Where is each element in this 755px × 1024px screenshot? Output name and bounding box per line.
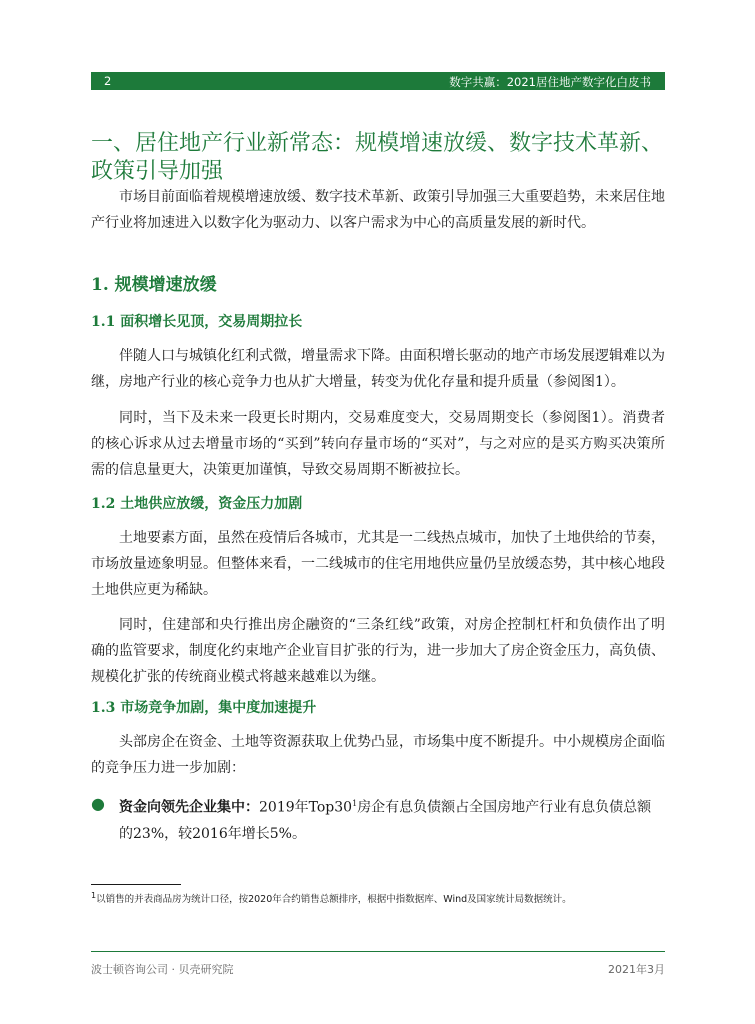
header-bar <box>91 72 665 90</box>
page-number: 2 <box>104 74 112 88</box>
footnote-text: 以销售的并表商品房为统计口径，按2020年合约销售总额排序，根据中指数据库、Wind及国家统计局数据统计。 <box>96 894 572 906</box>
footnote-marker: 1 <box>91 891 97 900</box>
bullet-lead: 资金向领先企业集中： <box>119 799 259 816</box>
bullet-text-after: 房企有息负债额占全国房地产行业有息负债总额的23%，较2016年增长5%。 <box>119 799 652 842</box>
intro-paragraph: 市场目前面临着规模增速放缓、数字技术革新、政策引导加强三大重要趋势，未来居住地产行业将加速进入以数字化为驱动力、以客户需求为中心的高质量发展的新时代。 <box>91 189 665 231</box>
footnote-rule <box>91 884 181 885</box>
bullet-text-before: 2019年Top30 <box>259 799 353 816</box>
paragraph-1-3-a: 头部房企在资金、土地等资源获取上优势凸显，市场集中度不断提升。中小规模房企面临的竞争压力进一步加剧： <box>91 734 665 776</box>
bullet-dot-icon: ● <box>91 794 105 813</box>
subsection-title: 1. 规模增速放缓 <box>91 275 217 295</box>
bullet-item <box>91 791 665 843</box>
bullet-text <box>119 791 665 847</box>
document-title: 数字共赢：2021居住地产数字化白皮书 <box>449 75 651 89</box>
paragraph-1-1-a: 伴随人口与城镇化红利式微，增量需求下降。由面积增长驱动的地产市场发展逻辑难以为继，房地产行业的核心竞争力也从扩大增量，转变为优化存量和提升质量（参阅图1）。 <box>91 348 665 390</box>
footnote <box>91 891 671 905</box>
section-1-1-title: 1.1 面积增长见顶，交易周期拉长 <box>91 314 303 330</box>
section-1-3-title: 1.3 市场竞争加剧，集中度加速提升 <box>91 700 317 716</box>
footnote-ref: 1 <box>352 799 358 808</box>
footer-rule <box>91 951 665 952</box>
footer-publisher: 波士顿咨询公司 · 贝壳研究院 <box>91 963 234 976</box>
paragraph-1-2-b: 同时，住建部和央行推出房企融资的“三条红线”政策，对房企控制杠杆和负债作出了明确的监管要求，制度化约束地产企业盲目扩张的行为，进一步加大了房企资金压力，高负债、规模化扩张的传统商业模式将越来越难以为继。 <box>91 617 665 685</box>
footer-date: 2021年3月 <box>608 963 665 976</box>
paragraph-1-1-b: 同时，当下及未来一段更长时期内，交易难度变大，交易周期变长（参阅图1）。消费者的核心诉求从过去增量市场的“买到”转向存量市场的“买对”，与之对应的是买方购买决策所需的信息量更大，决策更加谨慎，导致交易周期不断被拉长。 <box>91 410 665 478</box>
section-1-2-title: 1.2 土地供应放缓，资金压力加剧 <box>91 496 303 512</box>
paragraph-1-2-a: 土地要素方面，虽然在疫情后各城市，尤其是一二线热点城市，加快了土地供给的节奏，市场放量迹象明显。但整体来看，一二线城市的住宅用地供应量仍呈放缓态势，其中核心地段土地供应更为稀缺。 <box>91 530 665 598</box>
section-title: 一、居住地产行业新常态：规模增速放缓、数字技术革新、政策引导加强 <box>91 131 664 184</box>
